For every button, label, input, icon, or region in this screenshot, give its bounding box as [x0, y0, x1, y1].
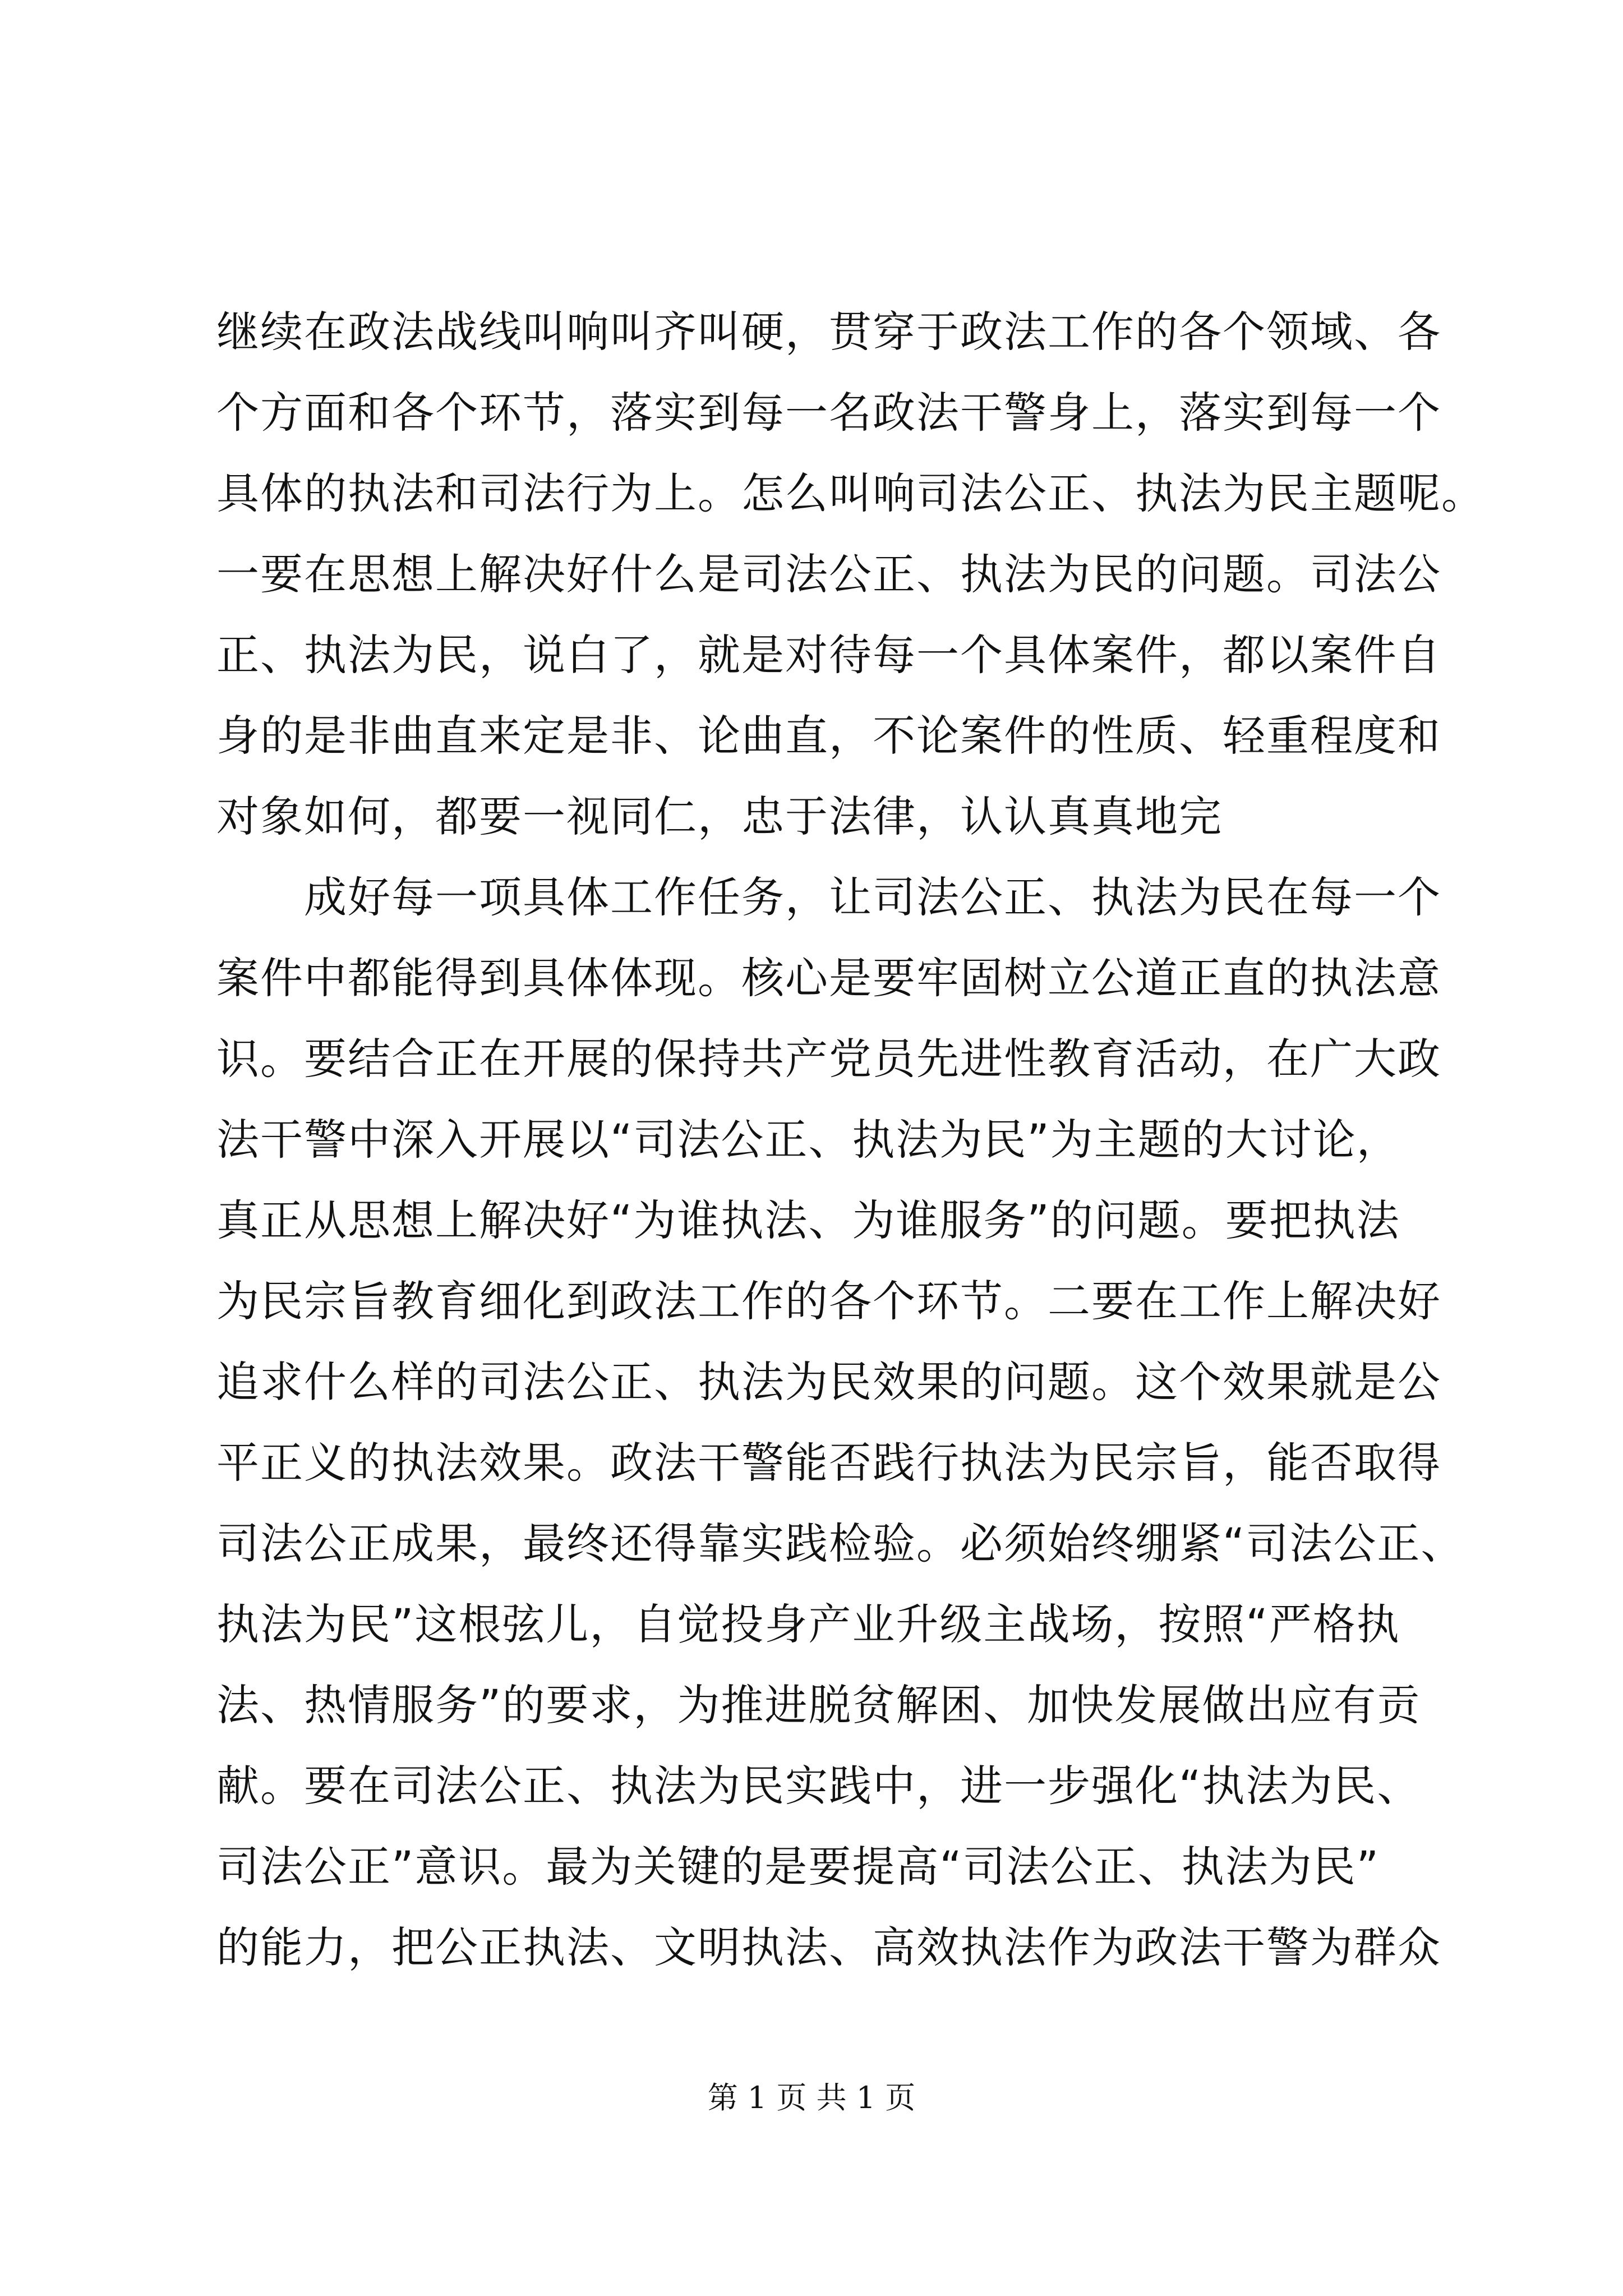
text-line: 平正义的执法效果。政法干警能否践行执法为民宗旨，能否取得: [216, 1438, 1441, 1488]
text-line: 司法公正成果，最终还得靠实践检验。必须始终绷紧“司法公正、: [216, 1519, 1465, 1568]
text-line: 执法为民”这根弦儿，自觉投身产业升级主战场，按照“严格执: [216, 1599, 1400, 1649]
text-line: 献。要在司法公正、执法为民实践中，进一步强化“执法为民、: [216, 1761, 1421, 1811]
text-line: 法、热情服务”的要求，为推进脱贫解困、加快发展做出应有贡: [216, 1680, 1421, 1730]
text-line: 司法公正”意识。最为关键的是要提高“司法公正、执法为民”: [216, 1842, 1380, 1892]
text-line: 追求什么样的司法公正、执法为民效果的问题。这个效果就是公: [216, 1357, 1441, 1407]
text-line: 具体的执法和司法行为上。怎么叫响司法公正、执法为民主题呢。: [216, 468, 1485, 518]
text-line: 正、执法为民，说白了，就是对待每一个具体案件，都以案件自: [216, 630, 1441, 680]
text-line: 一要在思想上解决好什么是司法公正、执法为民的问题。司法公: [216, 549, 1441, 599]
text-line: 识。要结合正在开展的保持共产党员先进性教育活动，在广大政: [216, 1034, 1441, 1084]
text-line: 个方面和各个环节，落实到每一名政法干警身上，落实到每一个: [216, 388, 1441, 438]
text-line: 为民宗旨教育细化到政法工作的各个环节。二要在工作上解决好: [216, 1276, 1441, 1326]
text-line: 身的是非曲直来定是非、论曲直，不论案件的性质、轻重程度和: [216, 711, 1441, 761]
page-footer: [0, 2076, 1623, 2120]
text-line: 成好每一项具体工作任务，让司法公正、执法为民在每一个: [216, 872, 1441, 922]
page-number-label: 第 1 页 共 1 页: [707, 2080, 916, 2115]
text-line: 的能力，把公正执法、文明执法、高效执法作为政法干警为群众: [216, 1922, 1441, 1972]
text-line: 继续在政法战线叫响叫齐叫硬，贯穿于政法工作的各个领域、各: [216, 307, 1441, 357]
document-body: [216, 292, 1485, 1988]
text-line: 真正从思想上解决好“为谁执法、为谁服务”的问题。要把执法: [216, 1195, 1400, 1245]
text-line: 案件中都能得到具体体现。核心是要牢固树立公道正直的执法意: [216, 953, 1441, 1003]
text-line: 法干警中深入开展以“司法公正、执法为民”为主题的大讨论，: [216, 1115, 1400, 1165]
text-line: 对象如何，都要一视同仁，忠于法律，认认真真地完: [216, 792, 1223, 841]
